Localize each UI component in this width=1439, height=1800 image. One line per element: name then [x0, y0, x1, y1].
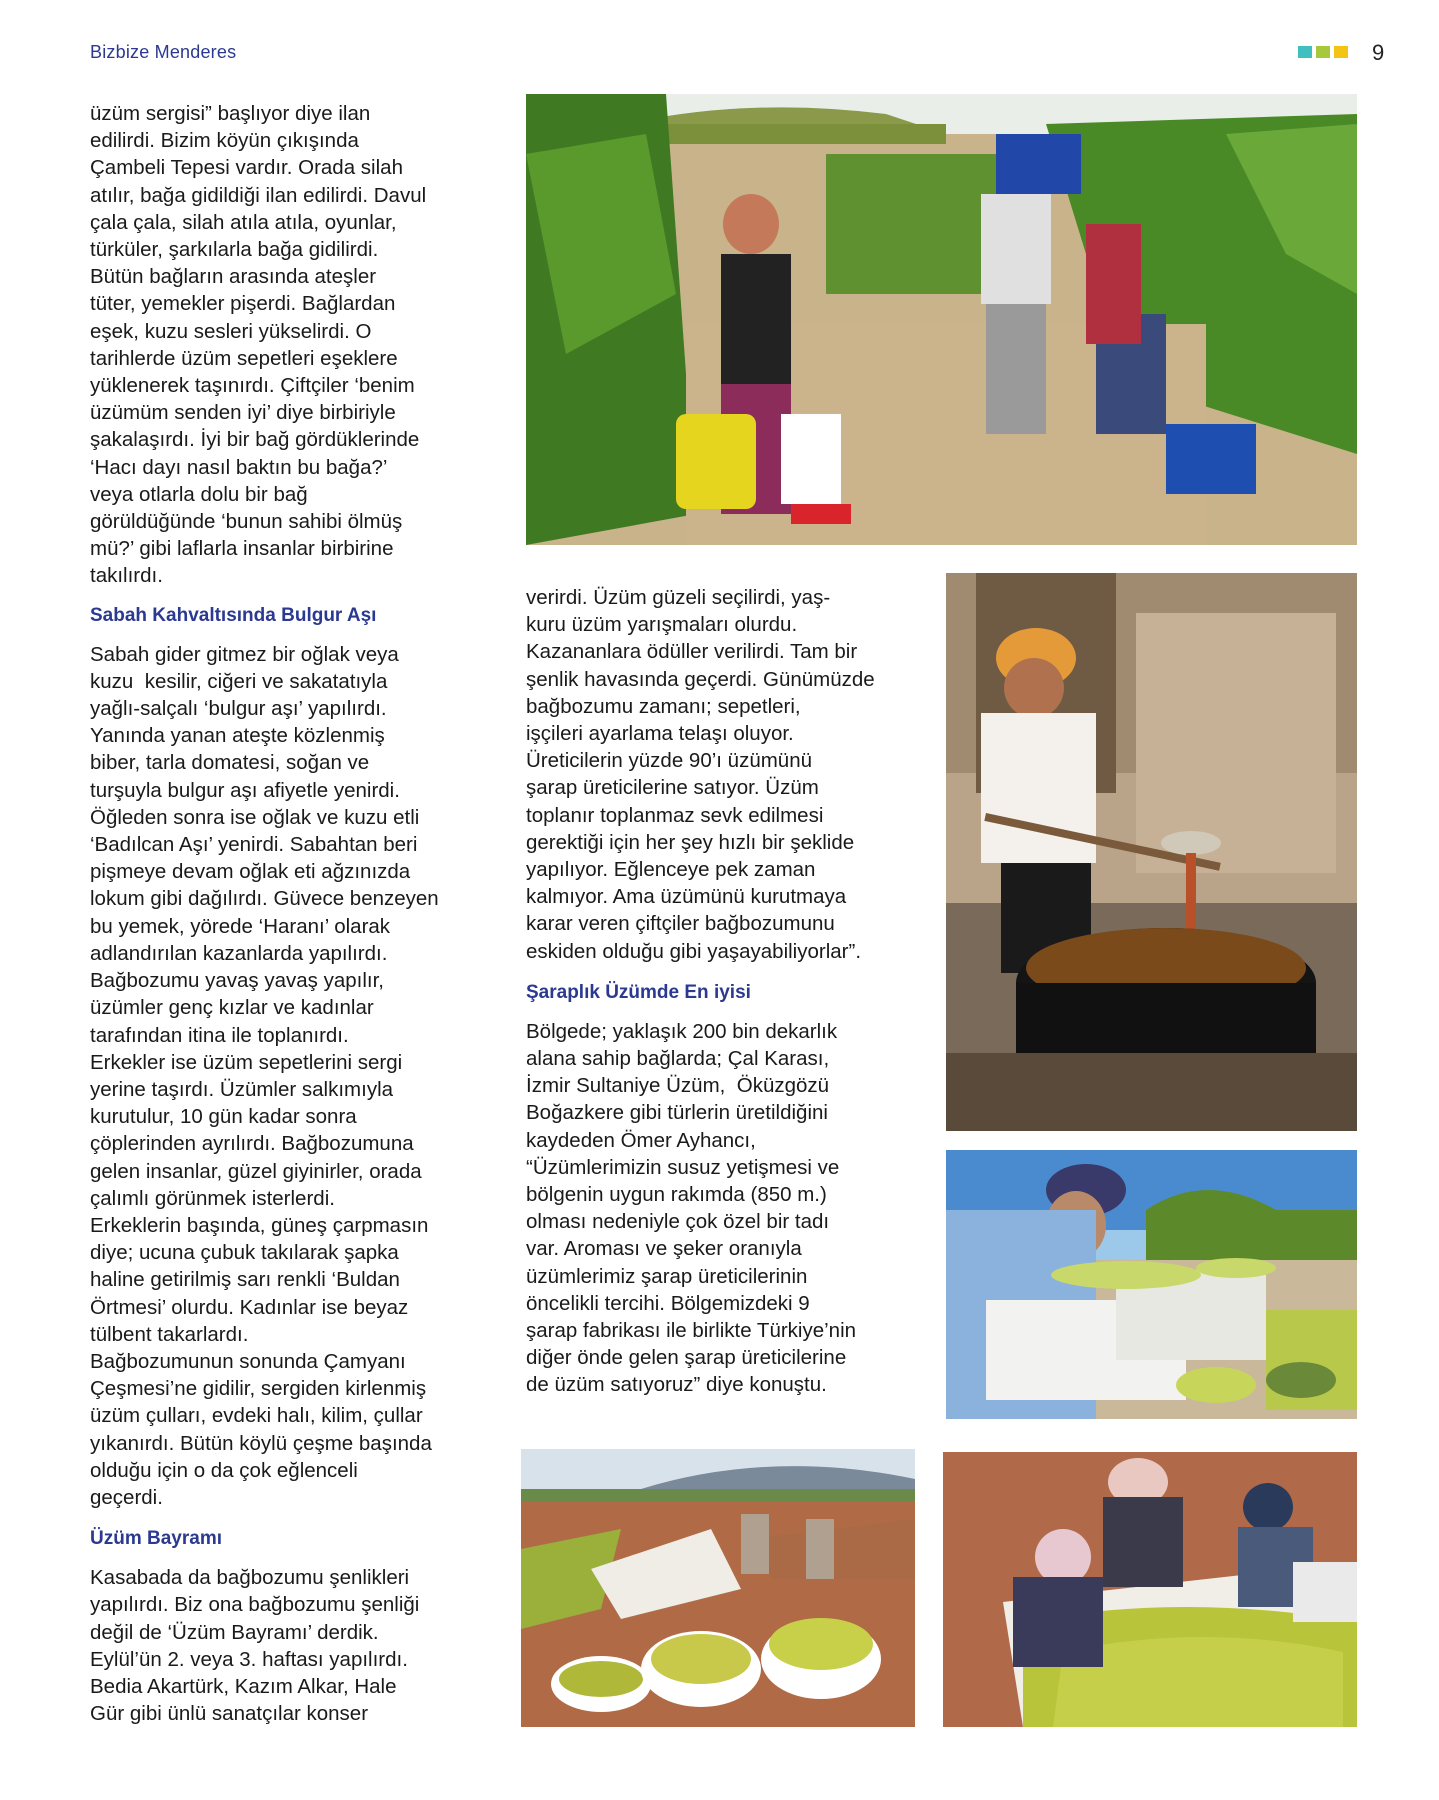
text-line: üzümlerimiz şarap üreticilerinin	[526, 1264, 808, 1288]
text-line: olması nedeniyle çok özel bir tadı	[526, 1210, 830, 1234]
text-line: Kazananlara ödüller verilirdi. Tam bir	[526, 640, 858, 664]
continued-paragraph	[526, 584, 926, 965]
text-line: yapılıyor. Eğlenceye pek zaman	[526, 858, 816, 882]
text-line: türküler, şarkılarla bağa gidilirdi.	[90, 238, 379, 262]
text-line: diye; ucuna çubuk takılarak şapka	[90, 1241, 399, 1265]
text-line: tarihlerde üzüm sepetleri eşeklere	[90, 346, 398, 370]
magazine-title: Bizbize Menderes	[90, 42, 237, 62]
text-column-middle	[526, 584, 926, 1399]
grapes-drying-field-photo	[521, 1449, 915, 1727]
text-line: kalmıyor. Ama üzümünü kurutmaya	[526, 885, 847, 909]
text-line: Çambeli Tepesi vardır. Orada silah	[90, 156, 403, 180]
text-line: Üreticilerin yüzde 90’ı üzümünü	[526, 749, 812, 773]
text-line: mü?’ gibi laflarla insanlar birbirine	[90, 537, 394, 561]
text-line: Bölgede; yaklaşık 200 bin dekarlık	[526, 1019, 838, 1043]
text-line: kaydeden Ömer Ayhancı,	[526, 1128, 756, 1152]
text-line: kurutulur, 10 gün kadar sonra	[90, 1105, 357, 1129]
text-line: üzüm sergisi” başlıyor diye ilan	[90, 102, 371, 125]
text-line: karar veren çiftçiler bağbozumunu	[526, 912, 835, 936]
text-line: yapılırdı. Biz ona bağbozumu şenliği	[90, 1593, 420, 1617]
text-line: Örtmesi’ olurdu. Kadınlar ise beyaz	[90, 1295, 409, 1319]
text-line: ‘Badılcan Aşı’ yenirdi. Sabahtan beri	[90, 833, 418, 857]
text-line: Boğazkere gibi türlerin üretildiğini	[526, 1101, 828, 1125]
text-line: edilirdi. Bizim köyün çıkışında	[90, 129, 359, 153]
text-line: Sabah gider gitmez bir oğlak veya	[90, 642, 399, 666]
text-line: “Üzümlerimizin susuz yetişmesi ve	[526, 1155, 840, 1179]
text-line: çalımlı görünmek isterlerdi.	[90, 1186, 335, 1210]
text-line: eşek, kuzu sesleri yükselirdi. O	[90, 319, 372, 343]
color-squares	[1298, 46, 1348, 58]
bulgur-paragraph	[90, 641, 490, 1512]
text-line: çala çala, silah atıla atıla, oyunlar,	[90, 210, 397, 234]
text-line: üzümler genç kızlar ve kadınlar	[90, 996, 374, 1020]
text-line: verirdi. Üzüm güzeli seçilirdi, yaş-	[526, 586, 831, 609]
women-spreading-grapes-photo	[943, 1452, 1357, 1727]
text-line: Erkekler ise üzüm sepetlerini sergi	[90, 1050, 403, 1074]
text-line: Gür gibi ünlü sanatçılar konser	[90, 1702, 369, 1726]
text-line: çöplerinden ayrılırdı. Bağbozumuna	[90, 1132, 414, 1156]
text-line: şenlik havasında geçerdi. Günümüzde	[526, 667, 875, 691]
text-line: yıkanırdı. Bütün köylü çeşme başında	[90, 1431, 432, 1455]
text-line: üzüm çulları, evdeki halı, kilim, çullar	[90, 1404, 423, 1428]
text-line: atılır, bağa gidildiği ilan edilirdi. Davul	[90, 183, 427, 207]
text-line: Bütün bağların arasında ateşler	[90, 265, 377, 289]
text-line: olduğu için o da çok eğlenceli	[90, 1458, 358, 1482]
text-line: lokum gibi dağılırdı. Güvece benzeyen	[90, 887, 439, 911]
text-line: takılırdı.	[90, 564, 163, 588]
vineyard-harvest-photo	[526, 94, 1357, 545]
color-square	[1316, 46, 1330, 58]
color-square	[1334, 46, 1348, 58]
text-line: tarafından itina ile toplanırdı.	[90, 1023, 349, 1047]
text-line: Çeşmesi’ne gidilir, sergiden kirlenmiş	[90, 1377, 427, 1401]
text-line: de üzüm satıyoruz” diye konuştu.	[526, 1373, 827, 1397]
boiling-cauldron-photo	[946, 573, 1357, 1131]
section-heading-saraplik: Şaraplık Üzümde En iyisi	[526, 981, 751, 1003]
text-line: Kasabada da bağbozumu şenlikleri	[90, 1566, 410, 1590]
text-line: işçileri ayarlama telaşı oluyor.	[526, 722, 794, 746]
text-line: öncelikli tercihi. Bölgemizdeki 9	[526, 1291, 810, 1315]
text-line: eskiden olduğu gibi yaşayabiliyorlar”.	[526, 939, 862, 963]
text-line: şakalaşırdı. İyi bir bağ gördüklerinde	[90, 428, 420, 452]
page-number: 9	[1372, 40, 1385, 65]
text-line: Yanında yanan ateşte közlenmiş	[90, 724, 385, 748]
text-line: tülbent takarlardı.	[90, 1322, 249, 1346]
text-line: görüldüğünde ‘bunun sahibi ölmüş	[90, 510, 403, 534]
text-line: üzümüm senden iyi’ diye birbiriyle	[90, 401, 396, 425]
text-line: şarap fabrikası ile birlikte Türkiye’nin	[526, 1319, 857, 1343]
text-line: toplanır toplanmaz sevk edilmesi	[526, 803, 824, 827]
text-line: tüter, yemekler pişerdi. Bağlardan	[90, 292, 396, 316]
text-line: Bağbozumu yavaş yavaş yapılır,	[90, 969, 384, 993]
text-line: bu yemek, yörede ‘Haranı’ olarak	[90, 914, 391, 938]
text-line: bölgenin uygun rakımda (850 m.)	[526, 1183, 827, 1207]
text-line: şarap üreticilerine satıyor. Üzüm	[526, 776, 819, 800]
text-line: yüklenerek taşınırdı. Çiftçiler ‘benim	[90, 374, 415, 398]
text-line: Eylül’ün 2. veya 3. haftası yapılırdı.	[90, 1647, 408, 1671]
text-line: veya otlarla dolu bir bağ	[90, 482, 308, 506]
section-heading-bulgur: Sabah Kahvaltısında Bulgur Aşı	[90, 604, 377, 626]
text-column-left	[90, 100, 490, 1727]
text-line: pişmeye devam oğlak eti ağzınızda	[90, 860, 411, 884]
text-line: gelen insanlar, güzel giyinirler, orada	[90, 1159, 422, 1183]
saraplik-paragraph	[526, 1018, 926, 1399]
text-line: Erkeklerin başında, güneş çarpmasın	[90, 1213, 429, 1237]
text-line: bağbozumu zamanı; sepetleri,	[526, 694, 801, 718]
text-line: kuru üzüm yarışmaları olurdu.	[526, 613, 798, 637]
text-line: Bağbozumunun sonunda Çamyanı	[90, 1349, 406, 1373]
text-line: yağlı-salçalı ‘bulgur aşı’ yapılırdı.	[90, 697, 387, 721]
text-line: kuzu kesilir, ciğeri ve sakatatıyla	[90, 669, 388, 693]
text-line: alana sahip bağlarda; Çal Karası,	[526, 1047, 830, 1071]
text-line: Bedia Akartürk, Kazım Alkar, Hale	[90, 1674, 397, 1698]
text-line: geçerdi.	[90, 1485, 163, 1509]
text-line: adlandırılan kazanlarda yapılırdı.	[90, 941, 388, 965]
text-line: haline getirilmiş sarı renkli ‘Buldan	[90, 1268, 400, 1292]
text-line: değil de ‘Üzüm Bayramı’ derdik.	[90, 1620, 379, 1644]
text-line: Öğleden sonra ise oğlak ve kuzu etli	[90, 805, 420, 829]
text-line: ‘Hacı dayı nasıl baktın bu bağa?’	[90, 455, 388, 479]
text-line: gerektiği için her şey hızlı bir şeklide	[526, 830, 855, 854]
text-line: diğer önde gelen şarap üreticilerine	[526, 1346, 847, 1370]
text-line: biber, tarla domatesi, soğan ve	[90, 751, 370, 775]
grape-baskets-photo	[946, 1150, 1357, 1419]
uzum-bayrami-paragraph	[90, 1564, 490, 1727]
text-line: turşuyla bulgur aşı afiyetle yenirdi.	[90, 778, 400, 802]
section-heading-uzum-bayrami: Üzüm Bayramı	[90, 1528, 222, 1550]
text-line: yerine taşırdı. Üzümler salkımıyla	[90, 1077, 394, 1101]
color-square	[1298, 46, 1312, 58]
intro-paragraph	[90, 100, 490, 590]
text-line: var. Aroması ve şeker oranıyla	[526, 1237, 802, 1261]
text-line: İzmir Sultaniye Üzüm, Öküzgözü	[526, 1074, 830, 1098]
